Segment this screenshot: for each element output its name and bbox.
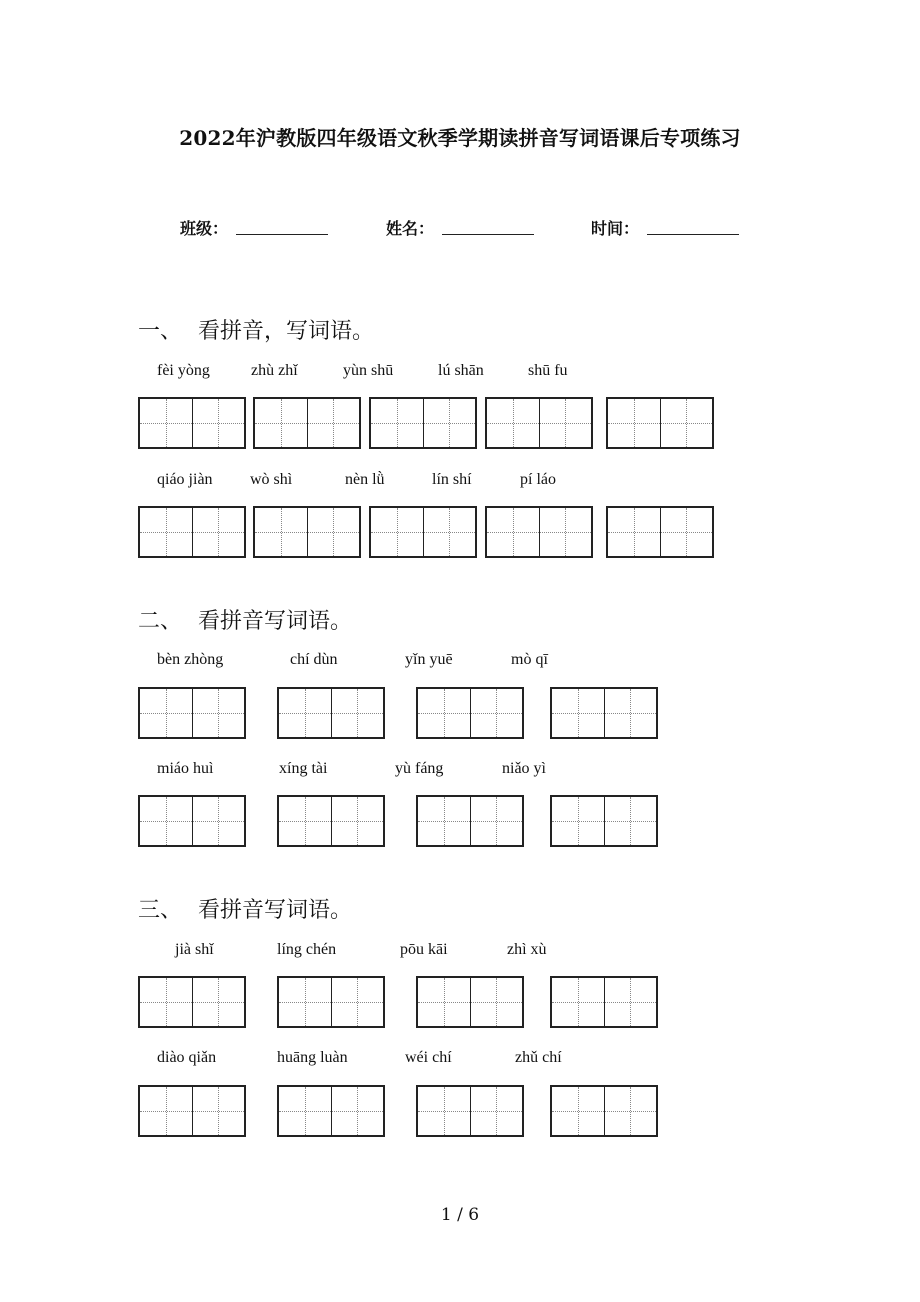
section-number: 一、 xyxy=(138,319,183,344)
section-instruction: 看拼音写词语。 xyxy=(198,609,353,634)
writing-grid[interactable] xyxy=(369,397,477,449)
page-number: 1 / 6 xyxy=(440,1205,480,1225)
writing-grid[interactable] xyxy=(138,397,246,449)
time-blank[interactable] xyxy=(647,234,739,235)
section-heading xyxy=(138,893,352,924)
pinyin-label: diào qiǎn xyxy=(157,1049,217,1066)
writing-grid[interactable] xyxy=(550,795,658,847)
section-number: 二、 xyxy=(138,609,183,634)
pinyin-label: yǐn yuē xyxy=(405,651,453,668)
pinyin-label: qiáo jiàn xyxy=(157,471,213,488)
pinyin-label: jià shǐ xyxy=(175,941,214,958)
pinyin-label: niǎo yì xyxy=(502,760,546,777)
class-blank[interactable] xyxy=(236,234,328,235)
pinyin-label: nèn lǜ xyxy=(345,471,385,488)
writing-grid[interactable] xyxy=(277,976,385,1028)
pinyin-label: xíng tài xyxy=(279,760,328,777)
writing-grid[interactable] xyxy=(277,1085,385,1137)
pinyin-label: yù fáng xyxy=(395,760,444,777)
writing-grid[interactable] xyxy=(138,1085,246,1137)
pinyin-label: yùn shū xyxy=(343,362,394,379)
class-label: 班级： xyxy=(180,219,229,238)
writing-grid[interactable] xyxy=(277,795,385,847)
writing-grid[interactable] xyxy=(606,397,714,449)
writing-grid[interactable] xyxy=(138,506,246,558)
writing-grid[interactable] xyxy=(606,506,714,558)
writing-grid[interactable] xyxy=(138,795,246,847)
section-number: 三、 xyxy=(138,898,183,923)
pinyin-label: wò shì xyxy=(250,471,293,488)
pinyin-label: zhù zhǐ xyxy=(251,362,298,379)
writing-grid[interactable] xyxy=(253,506,361,558)
writing-grid[interactable] xyxy=(485,506,593,558)
pinyin-label: zhǔ chí xyxy=(515,1049,562,1066)
writing-grid[interactable] xyxy=(550,1085,658,1137)
pinyin-label: miáo huì xyxy=(157,760,214,777)
name-blank[interactable] xyxy=(442,234,534,235)
time-label: 时间： xyxy=(591,219,640,238)
pinyin-label: lín shí xyxy=(432,471,472,488)
pinyin-label: shū fu xyxy=(528,362,568,379)
writing-grid[interactable] xyxy=(138,976,246,1028)
writing-grid[interactable] xyxy=(416,1085,524,1137)
name-label: 姓名： xyxy=(386,219,435,238)
pinyin-label: lú shān xyxy=(438,362,484,379)
section-instruction: 看拼音，写词语。 xyxy=(198,319,375,344)
pinyin-label: fèi yòng xyxy=(157,362,210,379)
section-instruction: 看拼音写词语。 xyxy=(198,898,353,923)
writing-grid[interactable] xyxy=(138,687,246,739)
pinyin-label: huāng luàn xyxy=(277,1049,348,1066)
writing-grid[interactable] xyxy=(550,976,658,1028)
pinyin-label: mò qī xyxy=(511,651,548,668)
pinyin-label: chí dùn xyxy=(290,651,338,668)
pinyin-label: pōu kāi xyxy=(400,941,448,958)
page-title: 2022年沪教版四年级语文秋季学期读拼音写词语课后专项练习 xyxy=(179,126,741,150)
pinyin-label: wéi chí xyxy=(405,1049,452,1066)
pinyin-label: pí láo xyxy=(520,471,556,488)
writing-grid[interactable] xyxy=(416,687,524,739)
writing-grid[interactable] xyxy=(416,795,524,847)
pinyin-label: líng chén xyxy=(277,941,337,958)
pinyin-label: zhì xù xyxy=(507,941,547,958)
writing-grid[interactable] xyxy=(369,506,477,558)
section-heading xyxy=(138,604,352,635)
writing-grid[interactable] xyxy=(485,397,593,449)
section-heading xyxy=(138,314,374,345)
writing-grid[interactable] xyxy=(550,687,658,739)
writing-grid[interactable] xyxy=(277,687,385,739)
writing-grid[interactable] xyxy=(416,976,524,1028)
writing-grid[interactable] xyxy=(253,397,361,449)
pinyin-label: bèn zhòng xyxy=(157,651,224,668)
